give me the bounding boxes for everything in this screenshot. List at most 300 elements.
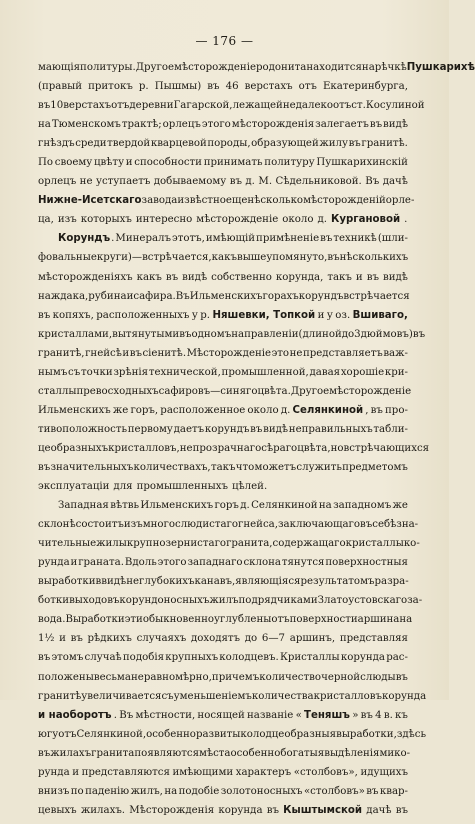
word: слюды [360, 671, 396, 683]
word: кристаллами, [38, 328, 113, 340]
word: расположенныхъ [96, 309, 190, 321]
word: 3 [354, 328, 361, 340]
word: фовальные [38, 252, 97, 264]
word: расположенное [160, 404, 246, 416]
word: даетъ [173, 423, 205, 435]
word: д. [240, 500, 250, 512]
word: можетъ [254, 461, 297, 473]
word: корунда [382, 690, 427, 702]
word: выходовъ [69, 595, 120, 607]
word: корундъ [298, 290, 344, 302]
word: гранитѣ. [361, 138, 408, 150]
word: этотъ, [171, 233, 205, 245]
word: мающія [38, 62, 81, 73]
word: въ [360, 519, 373, 531]
word: положены [38, 671, 94, 683]
word: склона [243, 557, 281, 569]
word: въ [327, 252, 340, 264]
word: гнейса, [238, 519, 278, 531]
word: эти [124, 614, 143, 626]
word: промышленныхъ [136, 481, 228, 493]
word: точки [80, 366, 113, 378]
word: кри- [384, 366, 408, 378]
word: предметомъ [342, 461, 408, 473]
text-line [38, 348, 408, 367]
word: на [361, 62, 375, 73]
word: развиты [195, 728, 241, 740]
word: мѣсторожденія [231, 119, 315, 131]
word: наждака, [38, 290, 89, 302]
word: Мѣсторожденіе [186, 347, 272, 359]
word: вытянутыми [112, 328, 180, 340]
text-line [38, 710, 408, 729]
word: Въ [365, 176, 380, 188]
word: первому [127, 423, 173, 435]
word: жилы [96, 538, 127, 550]
word: находится [306, 62, 362, 73]
word: Екатеринбурга, [323, 81, 408, 93]
word: въ [412, 328, 426, 340]
word: чительные [38, 538, 97, 550]
text-line [38, 119, 408, 138]
word: — [210, 385, 221, 397]
word: Другое [290, 385, 330, 397]
word: представляя [339, 633, 408, 645]
word: сафира. [133, 290, 176, 302]
word: гнѣздъ [38, 138, 75, 150]
word: многослюдистаго [142, 519, 239, 531]
text-line [38, 633, 408, 652]
text-line [38, 481, 408, 500]
emphasized-word: Нижне-Исетскаго [38, 195, 142, 207]
text-line [38, 195, 415, 214]
word: весьма [93, 671, 131, 683]
word: Западная [58, 500, 109, 512]
word: какъ [211, 252, 237, 264]
word: въ [320, 233, 333, 245]
word: , [365, 404, 369, 416]
emphasized-word: Селянкиной [292, 404, 364, 416]
word: упомянуто, [266, 252, 328, 264]
word: сѣраго [261, 442, 298, 454]
word: Селянкиной [251, 500, 318, 512]
text-line [38, 614, 413, 633]
word: ца, [38, 214, 54, 226]
word: разра- [374, 576, 409, 588]
text-line [38, 672, 408, 691]
word: сіенитѣ. [142, 347, 187, 359]
word: обыкновенно [142, 614, 215, 626]
word: отъ [111, 100, 130, 112]
word: цѣлей. [231, 481, 268, 493]
word: (шли- [377, 233, 408, 245]
word: особенно [146, 728, 196, 740]
word: тивоположность [38, 423, 128, 435]
word: отъ [298, 81, 317, 93]
word: горахъ [262, 290, 299, 302]
word: цеобразныхъ [38, 442, 109, 454]
word: рунда [38, 557, 70, 569]
word: Пышмы) [154, 81, 202, 93]
word: видѣ [182, 271, 208, 283]
text-line [38, 500, 408, 519]
word: въ [70, 633, 83, 645]
word: цвѣта. [257, 385, 291, 397]
word: оз. [335, 309, 351, 321]
word: и [317, 309, 325, 321]
word: доходятъ [190, 633, 241, 645]
word: крупныхъ [165, 652, 219, 664]
word: р. [138, 81, 149, 93]
word: количествахъ, [133, 461, 211, 473]
word: 1½ [38, 633, 55, 645]
word: особенно [230, 747, 281, 759]
text-line [38, 310, 408, 329]
word: значительныхъ [50, 461, 134, 473]
emphasized-word: Вшиваго, [352, 309, 408, 321]
word: на [38, 119, 51, 131]
word: мѣсторожденіе [196, 214, 279, 226]
word: Минералъ [115, 233, 171, 245]
word: отъ [332, 100, 352, 112]
word: зрѣнія [113, 366, 149, 378]
word: Селянкиной, [76, 728, 147, 740]
word: названіе [247, 709, 294, 721]
word: у [191, 309, 198, 321]
word: и [125, 157, 133, 169]
word: промышленной, [221, 366, 309, 378]
word: не [79, 176, 93, 188]
text-line [38, 538, 420, 557]
word: Ильменскихъ [189, 290, 263, 302]
word: у [326, 309, 333, 321]
word: кварцевой [150, 138, 207, 150]
word: орле- [385, 195, 415, 207]
word: давая [309, 366, 341, 378]
word: залегаетъ [315, 119, 369, 131]
word: же [112, 404, 129, 416]
word: на [164, 785, 178, 797]
word: содержащаго [272, 538, 346, 550]
word: заключающаго [277, 519, 361, 531]
word: количество [259, 671, 322, 683]
text-line [38, 328, 426, 348]
word: отъ [271, 614, 290, 626]
word: и [59, 633, 66, 645]
word: видѣ [263, 423, 289, 435]
word: не [289, 347, 303, 359]
word: съ [161, 690, 174, 702]
word: своему [54, 157, 93, 169]
word: неглубокихъ [126, 576, 195, 588]
word: направленіи [231, 328, 299, 340]
word: себѣ [372, 519, 397, 531]
word: которыхъ [80, 214, 132, 226]
word: въ [38, 652, 51, 664]
text-line [38, 100, 425, 119]
word: Сѣдельниковой. [275, 176, 362, 188]
word: внизъ [38, 785, 70, 797]
word: аршинъ, [289, 633, 336, 645]
text-line [38, 462, 408, 481]
word: склонѣ [38, 519, 76, 531]
word: мѣсторожденіе [329, 385, 412, 397]
emphasized-word: Няшевки, Топкой [212, 309, 316, 321]
text-line [38, 214, 408, 233]
word: верстахъ [63, 100, 112, 112]
word: в. [383, 709, 393, 721]
word: кристалловъ [313, 690, 382, 702]
word: золотоносныхъ [220, 785, 303, 797]
word: завода [141, 195, 178, 207]
word: дачѣ [366, 804, 392, 816]
word: Вдоль [124, 557, 157, 569]
word: про- [385, 404, 408, 416]
word: въ [366, 271, 379, 283]
word: за- [407, 595, 423, 607]
word: корундоносныхъ [119, 595, 210, 607]
word: встрѣчается [343, 290, 410, 302]
word: «столбовъ» [303, 785, 365, 797]
word: Мѣсторожденія [129, 804, 215, 816]
word: ввидѣ [95, 576, 127, 588]
word: и [70, 557, 78, 569]
word: выдѣленіями [324, 747, 395, 759]
word: имѣющій [205, 233, 256, 245]
text-line [38, 805, 408, 824]
word: появляются [134, 747, 200, 759]
word: недалеко [282, 100, 333, 112]
word: технической, [148, 366, 221, 378]
word: примѣненіе [256, 233, 320, 245]
word: способности [134, 157, 202, 169]
word: около [247, 404, 279, 416]
word: результатомъ [300, 576, 375, 588]
word: въ [369, 119, 383, 131]
text-line [38, 385, 412, 405]
emphasized-word: Пушкарихѣ [406, 62, 475, 73]
word: 46 [225, 81, 239, 93]
word: р. [200, 309, 211, 321]
word: въ [370, 404, 383, 416]
word: по [70, 785, 84, 797]
word: нѣсколько [247, 195, 304, 207]
word: притокъ [88, 81, 133, 93]
word: корунда [340, 652, 385, 664]
word: Гагарской, [173, 100, 233, 112]
word: и [72, 766, 80, 778]
word: неравномѣрно, [131, 671, 212, 683]
word: нѣсколькихъ [339, 252, 409, 264]
word: въ [366, 785, 379, 797]
word: углублены [214, 614, 272, 626]
text-line [38, 747, 411, 767]
word: изъ [123, 519, 143, 531]
word: увеличивается [81, 690, 162, 702]
word: сафировъ [158, 385, 211, 397]
word: . [113, 709, 118, 721]
text-line [38, 157, 408, 176]
word: представляются [81, 766, 170, 778]
word: около [282, 214, 314, 226]
text-line [38, 442, 430, 462]
word: орлецъ [162, 119, 201, 131]
word: жилу [319, 138, 348, 150]
word: какъ [136, 271, 162, 283]
word: превосходныхъ [76, 385, 159, 397]
word: выработки, [336, 728, 397, 740]
word: являющіяся [235, 576, 301, 588]
word: въ [38, 461, 51, 473]
word: въ [395, 804, 408, 816]
word: тянутся [281, 557, 325, 569]
word: зна- [396, 519, 419, 531]
emphasized-word: Кыштымской [283, 804, 363, 816]
word: богатыя [280, 747, 325, 759]
word: хорошіе [340, 366, 385, 378]
word: случаѣ [84, 652, 122, 664]
word: граната. [78, 557, 124, 569]
word: Пушкарихинскій [316, 157, 408, 169]
word: западномъ [333, 500, 392, 512]
word: въ [38, 100, 51, 112]
word: мѣсторожденіе [174, 62, 256, 73]
text-line [38, 424, 408, 443]
word: въ [250, 423, 263, 435]
word: въ [266, 804, 279, 816]
word: Тюменскомъ [51, 119, 121, 131]
word: аршина [357, 614, 400, 626]
word: горъ [214, 500, 239, 512]
word: мѣстности, [135, 709, 196, 721]
word: югу [38, 728, 59, 740]
word: корундъ [204, 423, 250, 435]
text-line [38, 576, 408, 595]
word: съ [68, 366, 81, 378]
word: на [318, 500, 332, 512]
word: собственно [211, 271, 272, 283]
text-line [38, 138, 408, 157]
word: видѣ [383, 119, 408, 131]
word: политуру [264, 157, 315, 169]
text-line [38, 291, 408, 310]
word: жилахъ [50, 747, 92, 759]
word: поверхности [289, 614, 358, 626]
text-line [38, 252, 408, 271]
word: трактѣ; [121, 119, 162, 131]
word: Златоустовскаго [317, 595, 408, 607]
word: ботки [38, 595, 70, 607]
word: (длиной [298, 328, 342, 340]
text-line [38, 233, 408, 252]
word: копяхъ, [52, 309, 94, 321]
word: . [111, 233, 115, 245]
word: случаяхъ [136, 633, 187, 645]
word: въ [38, 747, 51, 759]
word: вода. [38, 614, 66, 626]
text-line [38, 405, 408, 424]
word: лежащей [232, 100, 283, 112]
word: цвѣта, [297, 442, 331, 454]
word: причемъ [211, 671, 260, 683]
word: дюймовъ) [360, 328, 413, 340]
word: (правый [38, 81, 82, 93]
word: одномъ [191, 328, 232, 340]
word: родонита [255, 62, 307, 73]
word: здѣсь [396, 728, 427, 740]
word: орлецъ [38, 176, 77, 188]
word: въ [395, 671, 408, 683]
word: еще [225, 195, 248, 207]
word: добываемому [153, 176, 227, 188]
word: канавъ, [194, 576, 236, 588]
word: горъ, [130, 404, 159, 416]
word: изъ [57, 214, 77, 226]
word: твердой [107, 138, 151, 150]
word: подобія [122, 652, 165, 664]
word: гранитѣ [38, 690, 82, 702]
word: образующей [251, 138, 319, 150]
word: ко- [403, 538, 420, 550]
text-line [38, 519, 419, 538]
word: этого [157, 557, 187, 569]
word: интересно [135, 214, 193, 226]
word: мѣсторожденій [303, 195, 386, 207]
word: важ- [383, 347, 408, 359]
word: въ [129, 347, 142, 359]
word: сталлы [38, 385, 77, 397]
word: Кристаллы [279, 652, 340, 664]
word: мѣсторожденіяхъ [38, 271, 133, 283]
word: табли- [373, 423, 408, 435]
word: рѣдкихъ [87, 633, 132, 645]
word: д. [245, 176, 255, 188]
word: уступаетъ [95, 176, 151, 188]
word: Выработки [65, 614, 125, 626]
word: до [341, 328, 355, 340]
word: въ [165, 271, 179, 283]
word: колодцевъ. [219, 652, 279, 664]
word: вѣтвь [110, 500, 139, 512]
word: кристалловъ, [108, 442, 180, 454]
word: деревни [129, 100, 174, 112]
word: состоитъ [75, 519, 124, 531]
word: этого [201, 119, 231, 131]
word: непрозрачнаго [179, 442, 262, 454]
word: жилъ [209, 595, 239, 607]
word: же [392, 500, 408, 512]
word: и [122, 347, 130, 359]
text-line [38, 690, 427, 710]
word: имѣющими [172, 766, 234, 778]
word: гранита [91, 747, 135, 759]
word: количества [251, 690, 314, 702]
word: Косулиной [365, 100, 425, 112]
word: Ильменскихъ [140, 500, 214, 512]
word: носящей [197, 709, 245, 721]
word: рас- [386, 652, 408, 664]
word: характеръ [235, 766, 292, 778]
word: служить [296, 461, 342, 473]
word: въ [38, 309, 51, 321]
word: верстахъ [244, 81, 293, 93]
word: колодцеобразныя [240, 728, 337, 740]
word: эксплуатаціи [38, 481, 110, 493]
word: ко- [394, 747, 411, 759]
word: выработки [38, 576, 96, 588]
word: д. [280, 404, 291, 416]
word: черной [321, 671, 361, 683]
